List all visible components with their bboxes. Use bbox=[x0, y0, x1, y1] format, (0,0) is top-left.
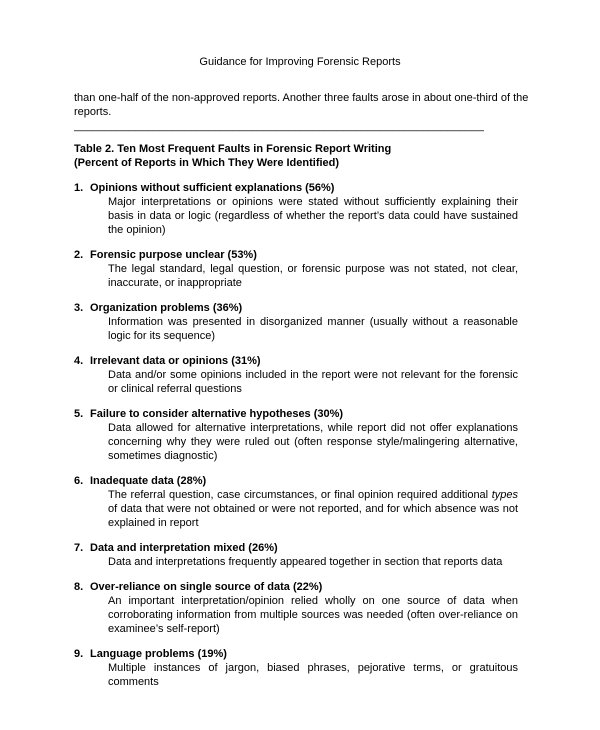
fault-item bbox=[74, 541, 518, 569]
fault-description: Data and/or some opinions included in the report were not relevant for the forensic or clinical referral questions bbox=[108, 369, 518, 395]
fault-title: Inadequate data (28%) bbox=[90, 475, 207, 487]
fault-description bbox=[108, 488, 518, 530]
fault-description: The legal standard, legal question, or forensic purpose was not stated, not clear, inaccurate, or inappropriate bbox=[108, 263, 518, 289]
fault-title: Over-reliance on single source of data (22%) bbox=[90, 581, 323, 593]
fault-number: 8. bbox=[74, 581, 84, 593]
fault-item bbox=[74, 647, 518, 689]
fault-title: Organization problems (36%) bbox=[90, 302, 243, 314]
fault-item bbox=[74, 407, 518, 463]
fault-number: 4. bbox=[74, 355, 84, 367]
fault-heading bbox=[74, 541, 518, 555]
fault-description-pre: The referral question, case circumstances, or final opinion required additional bbox=[108, 489, 492, 501]
fault-description: An important interpretation/opinion relied wholly on one source of data when corroborating information from multiple sources was needed (often over-reliance on examinee’s self-report) bbox=[108, 595, 518, 635]
fault-description: Information was presented in disorganized manner (usually without a reasonable logic for its sequence) bbox=[108, 316, 518, 342]
fault-heading bbox=[74, 647, 518, 661]
table-title-line-1: Table 2. Ten Most Frequent Faults in Forensic Report Writing bbox=[74, 143, 392, 155]
fault-title: Language problems (19%) bbox=[90, 648, 227, 660]
fault-item bbox=[74, 580, 518, 636]
fault-item bbox=[74, 248, 518, 290]
faults-list bbox=[74, 181, 518, 700]
fault-description: Data and interpretations frequently appeared together in section that reports data bbox=[108, 556, 503, 568]
fault-heading bbox=[74, 301, 518, 315]
fault-description-post: of data that were not obtained or were not reported, and for which absence was not explained in report bbox=[108, 503, 518, 529]
fault-description: Multiple instances of jargon, biased phrases, pejorative terms, or gratuitous comments bbox=[108, 662, 518, 688]
intro-text: than one-half of the non-approved reports. Another three faults arose in about one-third of the reports. bbox=[74, 92, 529, 118]
fault-description: Data allowed for alternative interpretations, while report did not offer explanations concerning why they were ruled out (often response style/malingering alternative, sometimes diagnostic) bbox=[108, 422, 518, 462]
fault-heading bbox=[74, 181, 518, 195]
fault-number: 2. bbox=[74, 249, 84, 261]
fault-heading bbox=[74, 354, 518, 368]
fault-title: Data and interpretation mixed (26%) bbox=[90, 542, 278, 554]
intro-paragraph bbox=[74, 91, 534, 133]
separator-rule: ___________________________________________________________________ bbox=[74, 120, 484, 132]
fault-description: Major interpretations or opinions were stated without sufficiently explaining their basis in data or logic (regardless of whether the report’s data could have sustained the opinion) bbox=[108, 196, 518, 236]
fault-number: 9. bbox=[74, 648, 84, 660]
fault-number: 6. bbox=[74, 475, 84, 487]
fault-item bbox=[74, 301, 518, 343]
fault-item bbox=[74, 181, 518, 237]
running-header: Guidance for Improving Forensic Reports bbox=[199, 56, 401, 68]
fault-number: 3. bbox=[74, 302, 84, 314]
fault-heading bbox=[74, 580, 518, 594]
fault-heading bbox=[74, 248, 518, 262]
table-title bbox=[74, 142, 534, 170]
fault-number: 1. bbox=[74, 182, 84, 194]
table-title-line-2: (Percent of Reports in Which They Were Identified) bbox=[74, 157, 340, 169]
fault-title: Irrelevant data or opinions (31%) bbox=[90, 355, 261, 367]
fault-number: 5. bbox=[74, 408, 84, 420]
fault-title: Failure to consider alternative hypotheses (30%) bbox=[90, 408, 344, 420]
fault-title: Opinions without sufficient explanations (56%) bbox=[90, 182, 335, 194]
fault-description-emphasis: types bbox=[491, 489, 518, 501]
fault-number: 7. bbox=[74, 542, 84, 554]
fault-heading bbox=[74, 474, 518, 488]
fault-item bbox=[74, 474, 518, 530]
fault-heading bbox=[74, 407, 518, 421]
fault-title: Forensic purpose unclear (53%) bbox=[90, 249, 257, 261]
fault-item bbox=[74, 354, 518, 396]
